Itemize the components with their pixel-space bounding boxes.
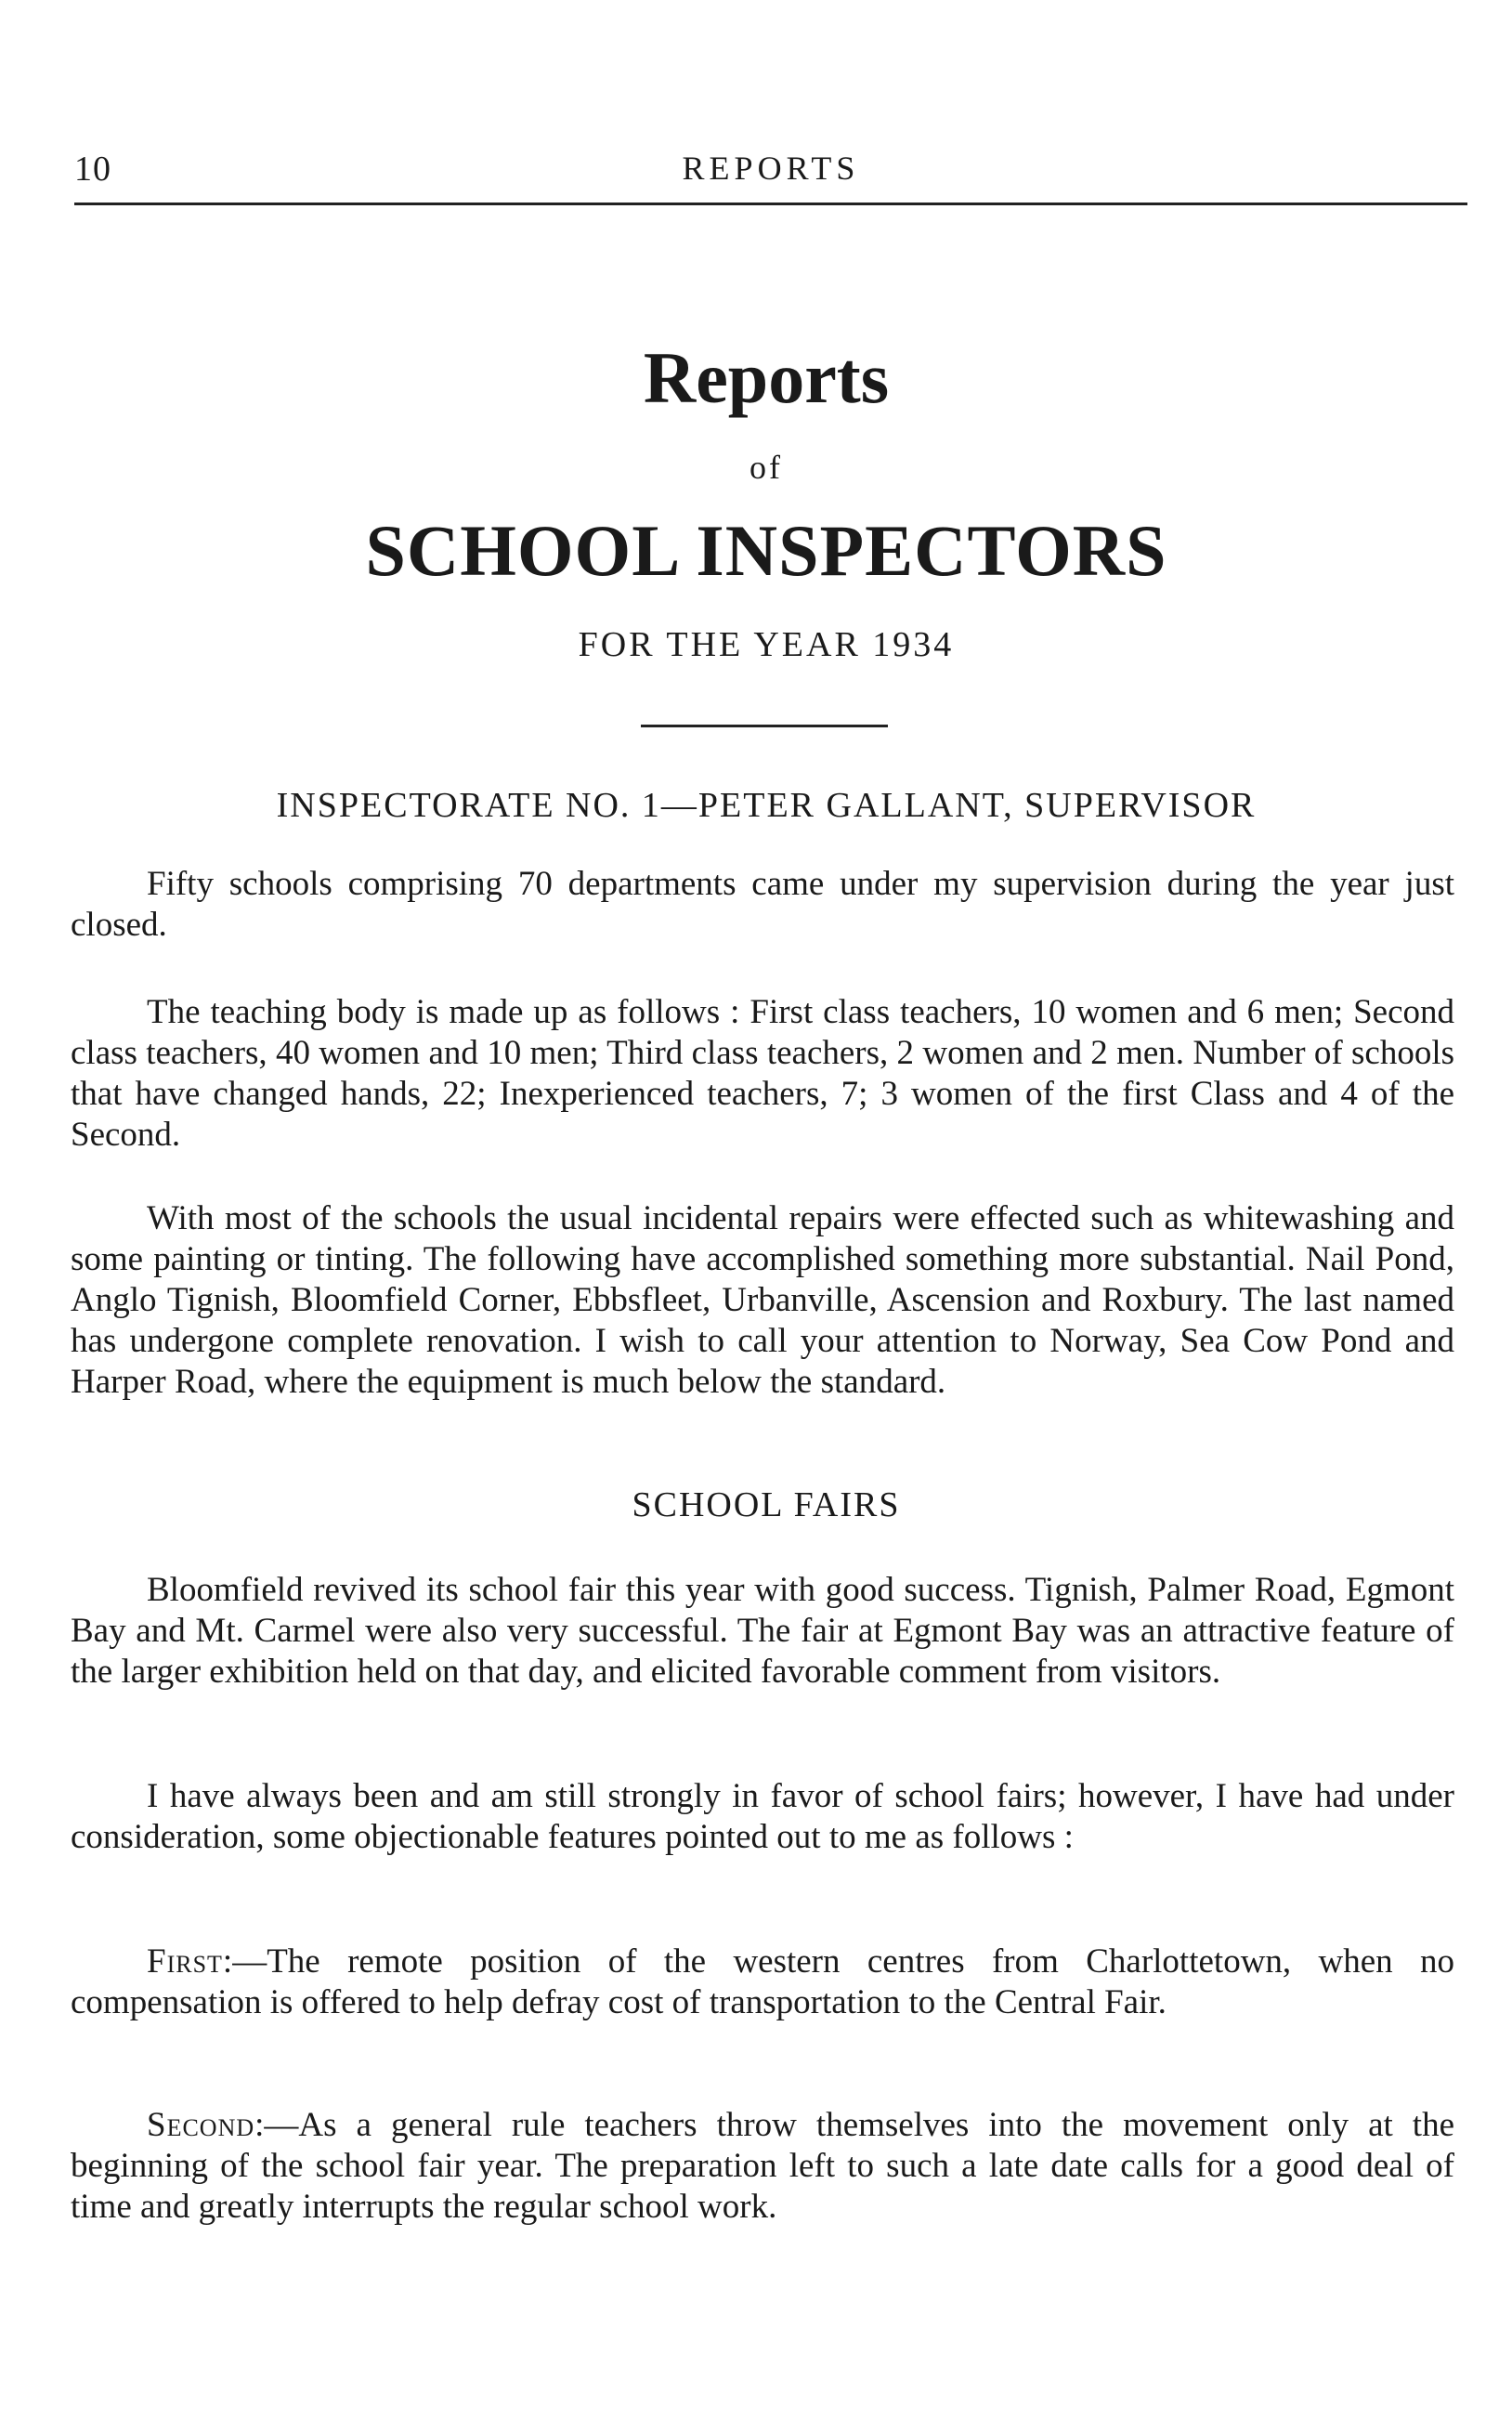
paragraph-teaching-body: The teaching body is made up as follows : First class teachers, 10 women and 6 men; Second class teachers, 40 women and 10 men; Third class teachers, 2 women and 2 men. Number of schools that have changed hands, 22; Inexperienced teachers, 7; 3 women of the first Class and 4 of the Second. (71, 993, 1454, 1154)
first-lead: First (147, 1942, 223, 1981)
paragraph-intro: Fifty schools comprising 70 departments came under my supervision during the year just closed. (71, 865, 1454, 944)
second-lead: Second (147, 2106, 255, 2144)
report-year: FOR THE YEAR 1934 (578, 625, 955, 664)
paragraph-fairs-opinion: I have always been and am still strongly in favor of school fairs; however, I have had under consideration, some objectionable features pointed out to me as follows : (71, 1777, 1454, 1856)
report-title-of: of (749, 449, 783, 486)
report-title: Reports (643, 337, 890, 418)
report-subtitle: SCHOOL INSPECTORS (365, 510, 1167, 591)
inspectorate-heading: INSPECTORATE NO. 1—PETER GALLANT, SUPERVISOR (276, 786, 1257, 825)
running-head (74, 149, 1467, 195)
title-divider (641, 725, 888, 727)
header-rule (74, 203, 1467, 205)
first-text: :—The remote position of the western centres from Charlottetown, when no compensation is offered to help defray cost of transportation to the Central Fair. (71, 1942, 1454, 2021)
school-fairs-heading: SCHOOL FAIRS (632, 1485, 901, 1524)
paragraph-first-objection (71, 1942, 1454, 2023)
paragraph-fairs-success: Bloomfield revived its school fair this year with good success. Tignish, Palmer Road, Egmont Bay and Mt. Carmel were also very successful. The fair at Egmont Bay was an attractive feature of the larger exhibition held on that day, and elicited favorable comment from visitors. (71, 1571, 1454, 1691)
paragraph-repairs: With most of the schools the usual incidental repairs were effected such as whitewashing and some painting or tinting. The following have accomplished something more substantial. Nail Pond, Anglo Tignish, Bloomfield Corner, Ebbsfleet, Urbanville, Ascension and Roxbury. The last named has undergone complete renovation. I wish to call your attention to Norway, Sea Cow Pond and Harper Road, where the equipment is much below the standard. (71, 1199, 1454, 1401)
page-number: 10 (74, 150, 111, 189)
running-title: REPORTS (682, 150, 860, 187)
paragraph-second-objection (71, 2105, 1454, 2228)
second-text: :—As a general rule teachers throw themselves into the movement only at the beginning of the school fair year. The preparation left to such a late date calls for a good deal of time and greatly interrupts the regular school work. (71, 2106, 1454, 2226)
